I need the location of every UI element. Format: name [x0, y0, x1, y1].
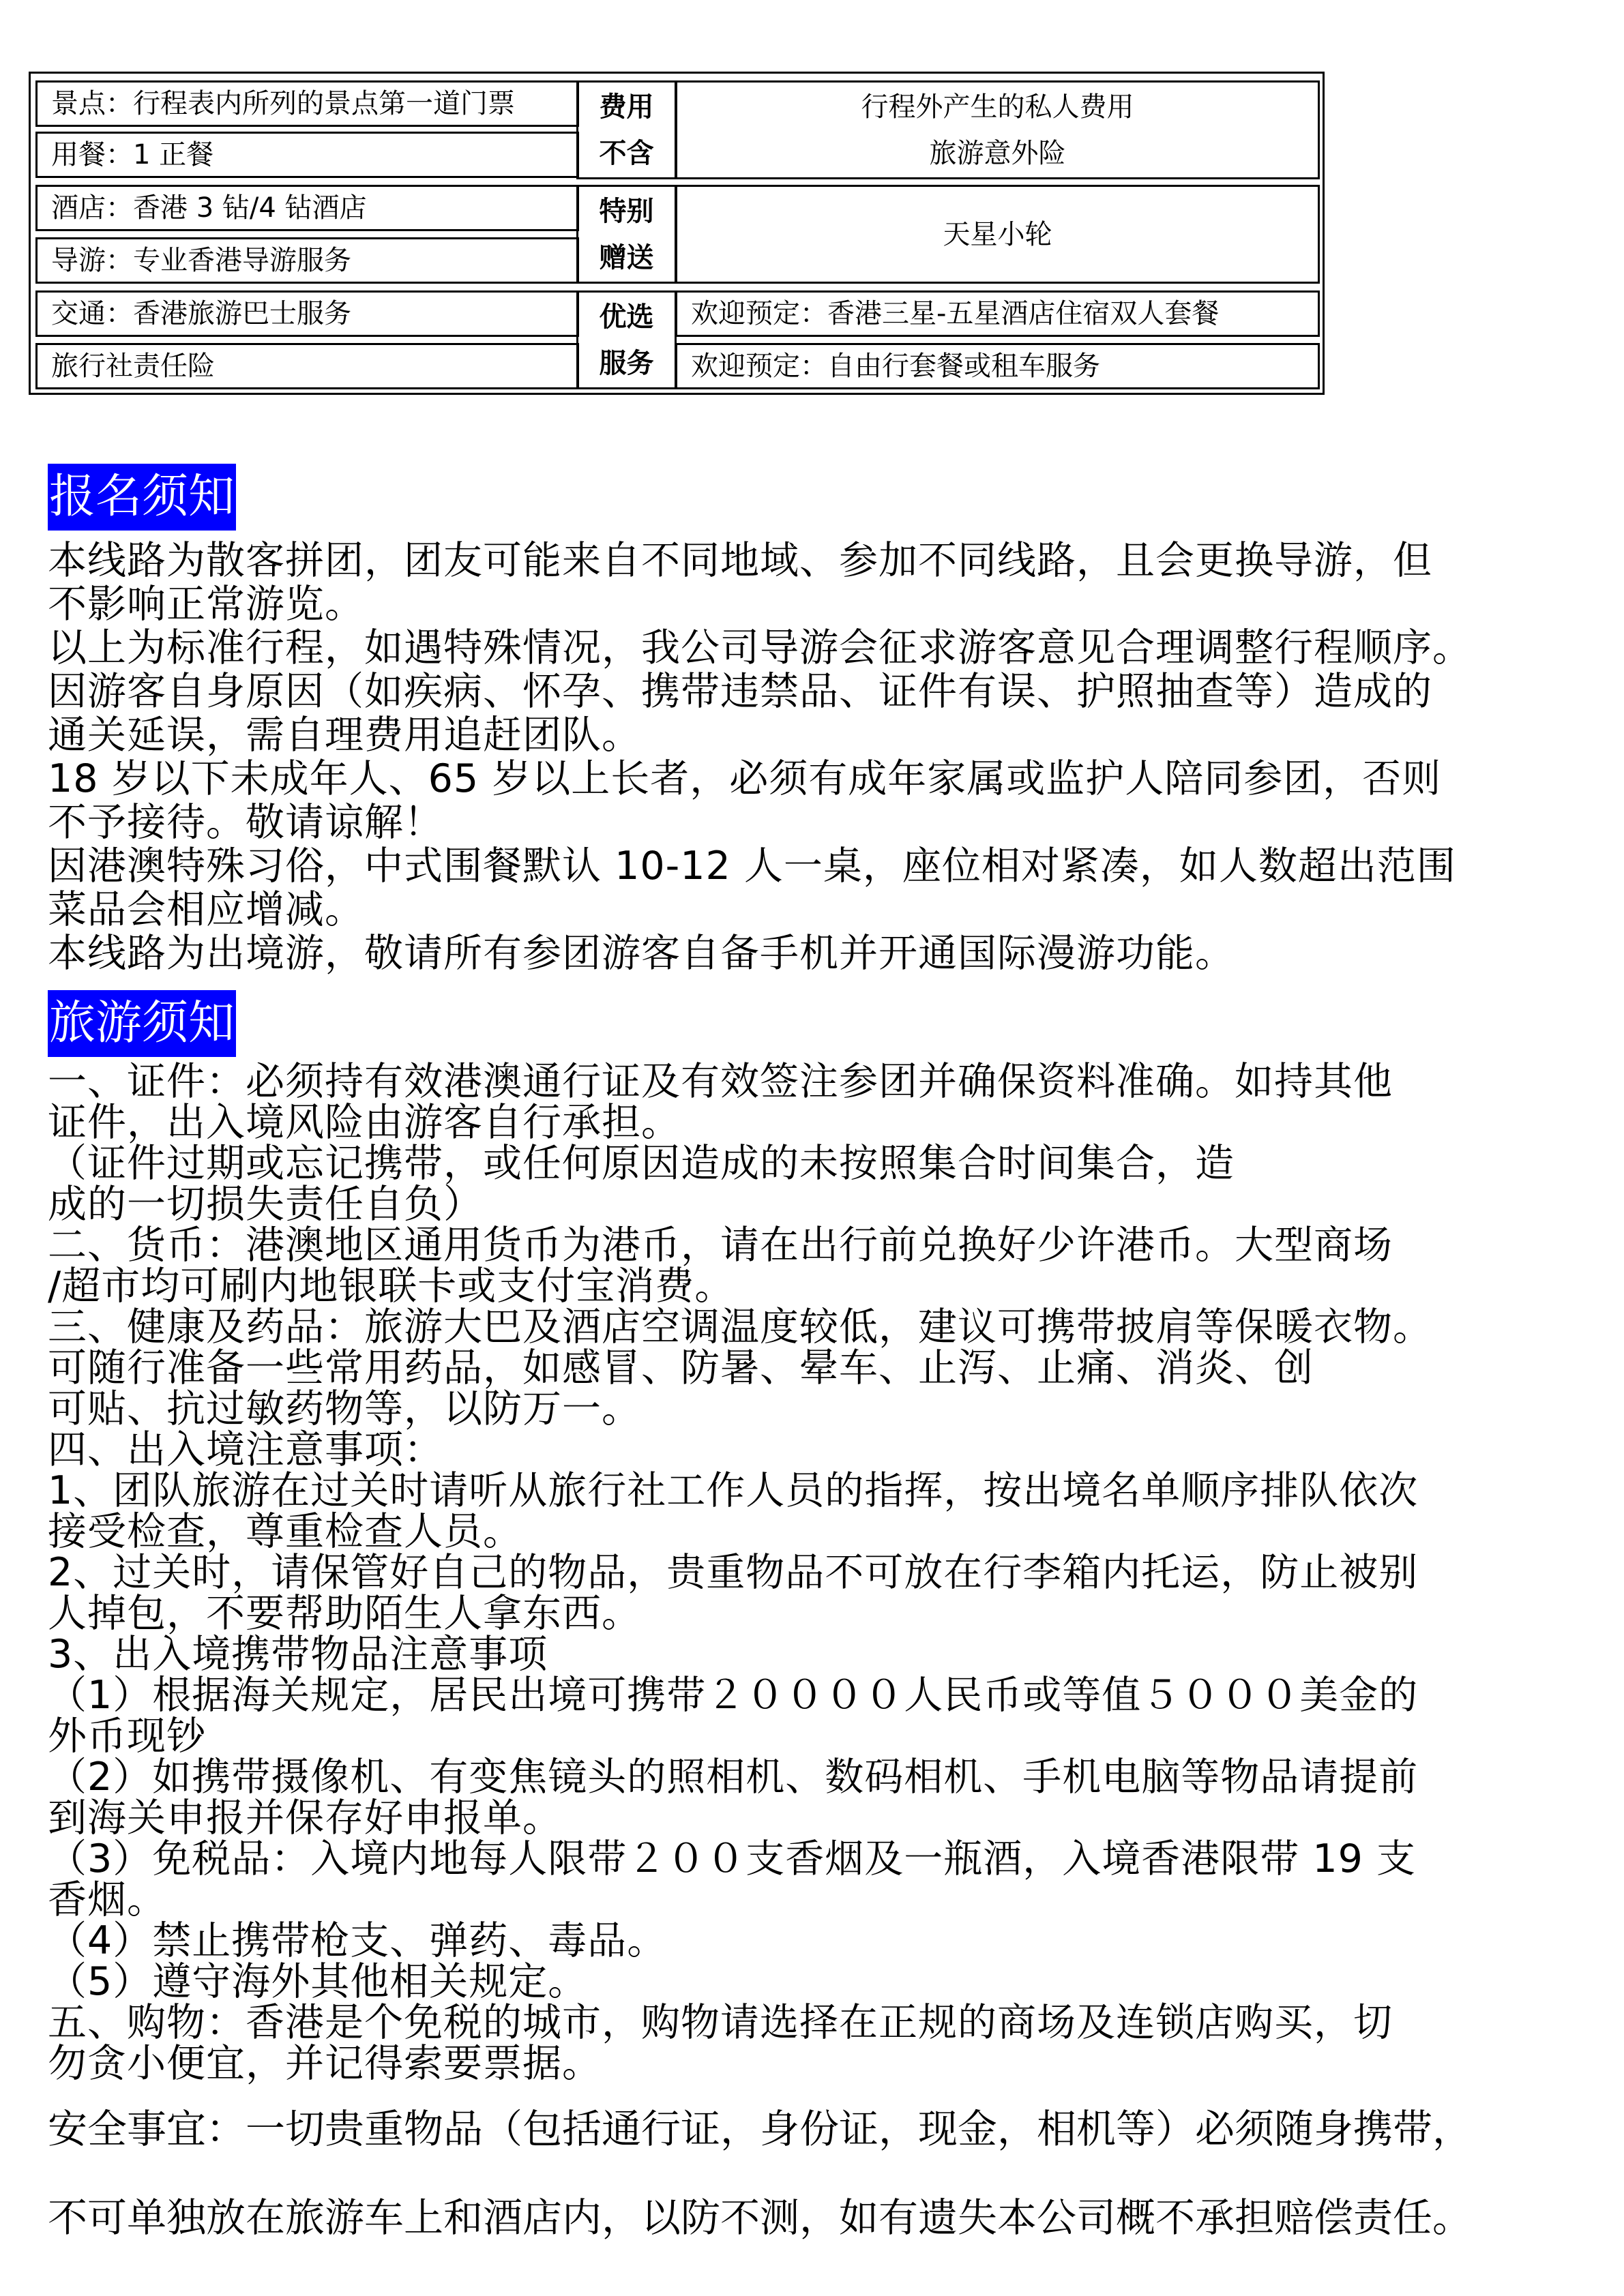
notice-line: 人掉包，不要帮助陌生人拿东西。 [48, 1591, 641, 1636]
notice-line: （证件过期或忘记携带，或任何原因造成的未按照集合时间集合，造 [48, 1141, 1235, 1186]
notice-line: 香烟。 [48, 1877, 166, 1922]
safety-line: 安全事宜：一切贵重物品（包括通行证，身份证，现金，相机等）必须随身携带， [48, 2106, 1473, 2152]
optional-service-item [675, 343, 1320, 389]
label-line: 赠送 [599, 241, 654, 273]
notice-line: 接受检查，尊重检查人员。 [48, 1509, 522, 1554]
included-item-text: 旅行社责任险 [51, 351, 215, 382]
notice-line: 本线路为散客拼团，团友可能来自不同地域、参加不同线路，且会更换导游，但 [48, 538, 1432, 583]
notice-line: （2）如携带摄像机、有变焦镜头的照相机、数码相机、手机电脑等物品请提前 [48, 1755, 1419, 1800]
travel-notice-body [48, 1061, 1596, 2084]
included-item [35, 237, 579, 284]
notice-line: 可贴、抗过敏药物等，以防万一。 [48, 1386, 641, 1431]
fee-excluded-label [576, 80, 677, 179]
optional-service-text: 欢迎预定：自由行套餐或租车服务 [691, 351, 1100, 382]
special-gift-text: 天星小轮 [943, 218, 1052, 250]
notice-line: 五、购物：香港是个免税的城市，购物请选择在正规的商场及连锁店购买，切 [48, 2000, 1393, 2045]
notice-line: 二、货币：港澳地区通用货币为港币，请在出行前兑换好少许港币。大型商场 [48, 1223, 1393, 1268]
included-item-text: 导游：专业香港导游服务 [51, 245, 351, 276]
notice-line: 外币现钞 [48, 1714, 206, 1759]
fee-excluded-item: 旅游意外险 [929, 137, 1066, 169]
fee-excluded-items [675, 80, 1320, 179]
notice-line: 证件，出入境风险由游客自行承担。 [48, 1100, 681, 1145]
label-line: 优选 [599, 301, 654, 333]
optional-service-item [675, 290, 1320, 337]
included-item [35, 185, 579, 231]
notice-line: /超市均可刷内地银联卡或支付宝消费。 [48, 1264, 735, 1309]
safety-notice [48, 2107, 1603, 2151]
service-info-table [29, 72, 1325, 395]
special-gift-label [576, 185, 677, 284]
notice-line: 18 岁以下未成年人、65 岁以上长者，必须有成年家属或监护人陪同参团，否则 [48, 756, 1442, 801]
label-line: 费用 [599, 91, 654, 123]
notice-line: 2、过关时，请保管好自己的物品，贵重物品不可放在行李箱内托运，防止被别 [48, 1550, 1419, 1595]
notice-line: 四、出入境注意事项： [48, 1427, 443, 1472]
notice-line: （5）遵守海外其他相关规定。 [48, 1959, 588, 2004]
notice-line: 以上为标准行程，如遇特殊情况，我公司导游会征求游客意见合理调整行程顺序。 [48, 625, 1472, 670]
notice-line: 通关延误，需自理费用追赶团队。 [48, 713, 641, 758]
notice-line: 勿贪小便宜，并记得索要票据。 [48, 2041, 602, 2086]
notice-line: 成的一切损失责任自负） [48, 1182, 483, 1227]
notice-line: （3）免税品：入境内地每人限带２００支香烟及一瓶酒，入境香港限带 19 支 [48, 1836, 1417, 1881]
travel-notice-header: 旅游须知 [48, 990, 236, 1057]
registration-notice-body [48, 539, 1596, 975]
notice-line: （1）根据海关规定，居民出境可携带２００００人民币或等值５０００美金的 [48, 1673, 1419, 1718]
notice-line: 不影响正常游览。 [48, 582, 364, 627]
notice-line: 不予接待。敬请谅解！ [48, 800, 443, 845]
special-gift-item [675, 185, 1320, 284]
notice-line: 可随行准备一些常用药品，如感冒、防暑、晕车、止泻、止痛、消炎、创 [48, 1345, 1314, 1390]
registration-notice-header: 报名须知 [48, 464, 236, 531]
included-item-text: 用餐：1 正餐 [51, 139, 214, 170]
safety-line: 不可单独放在旅游车上和酒店内，以防不测，如有遗失本公司概不承担赔偿责任。 [48, 2194, 1473, 2241]
optional-service-label [576, 290, 677, 389]
included-item-text: 交通：香港旅游巴士服务 [51, 298, 351, 329]
notice-line: 本线路为出境游，敬请所有参团游客自备手机并开通国际漫游功能。 [48, 931, 1235, 976]
notice-line: 一、证件：必须持有效港澳通行证及有效签注参团并确保资料准确。如持其他 [48, 1059, 1393, 1104]
notice-line: 到海关申报并保存好申报单。 [48, 1795, 562, 1840]
included-item-text: 酒店：香港 3 钻/4 钻酒店 [51, 192, 367, 224]
included-item [35, 132, 579, 178]
label-line: 不含 [599, 137, 654, 169]
notice-line: （4）禁止携带枪支、弹药、毒品。 [48, 1918, 667, 1963]
safety-notice-continued [48, 2196, 1603, 2239]
fee-excluded-item: 行程外产生的私人费用 [861, 91, 1134, 123]
included-item [35, 290, 579, 337]
notice-line: 3、出入境携带物品注意事项 [48, 1632, 548, 1677]
notice-line: 因游客自身原因（如疾病、怀孕、携带违禁品、证件有误、护照抽查等）造成的 [48, 669, 1432, 714]
included-item-text: 景点：行程表内所列的景点第一道门票 [51, 88, 515, 119]
optional-service-text: 欢迎预定：香港三星-五星酒店住宿双人套餐 [691, 298, 1220, 329]
included-item [35, 343, 579, 389]
notice-line: 菜品会相应增减。 [48, 887, 364, 932]
notice-line: 因港澳特殊习俗，中式围餐默认 10-12 人一桌，座位相对紧凑，如人数超出范围 [48, 844, 1456, 889]
label-line: 特别 [599, 195, 654, 227]
included-item [35, 80, 579, 127]
notice-line: 1、团队旅游在过关时请听从旅行社工作人员的指挥，按出境名单顺序排队依次 [48, 1468, 1419, 1513]
label-line: 服务 [599, 347, 654, 379]
notice-line: 三、健康及药品：旅游大巴及酒店空调温度较低，建议可携带披肩等保暖衣物。 [48, 1304, 1432, 1350]
